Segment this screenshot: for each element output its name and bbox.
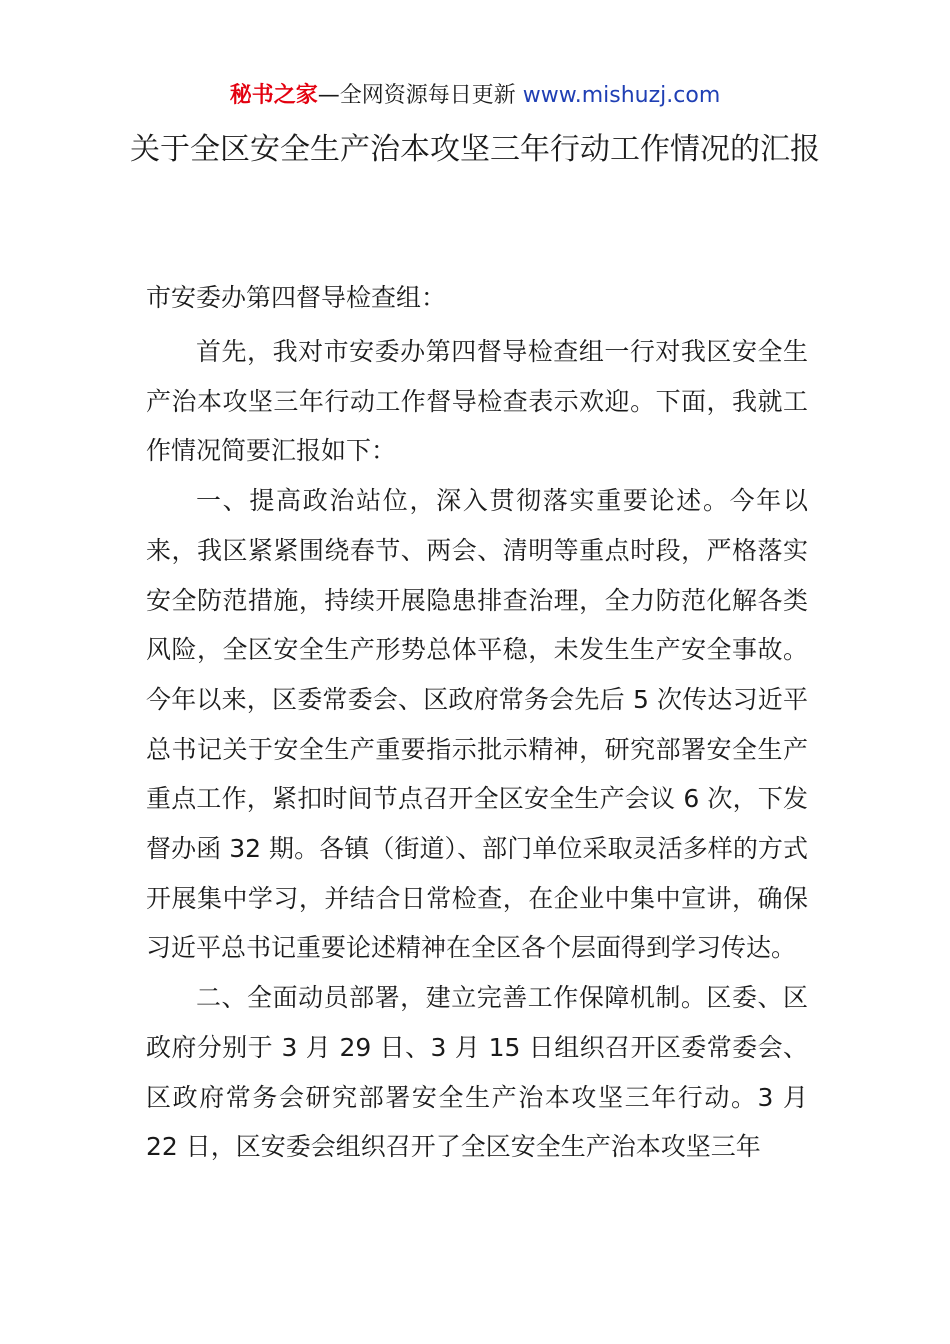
paragraph-section-1: 一、提高政治站位，深入贯彻落实重要论述。今年以来，我区紧紧围绕春节、两会、清明等重点时段，严格落实安全防范措施，持续开展隐患排查治理，全力防范化解各类风险，全区安全生产形势总体平稳，未发生生产安全事故。今年以来，区委常委会、区政府常务会先后 5 次传达习近平总书记关于安全生产重要指示批示精神，研究部署安全生产重点工作，紧扣时间节点召开全区安全生产会议 6 次，下发督办函 32 期。各镇（街道）、部门单位采取灵活多样的方式开展集中学习，并结合日常检查，在企业中集中宣讲，确保习近平总书记重要论述精神在全区各个层面得到学习传达。 (146, 486, 808, 963)
site-header (0, 80, 950, 112)
document-body (146, 327, 808, 1172)
site-tagline: —全网资源每日更新 (317, 83, 523, 108)
paragraph-intro: 首先，我对市安委办第四督导检查组一行对我区安全生产治本攻坚三年行动工作督导检查表示欢迎。下面，我就工作情况简要汇报如下： (146, 337, 808, 466)
site-url: www.mishuzj.com (522, 83, 721, 108)
salutation: 市安委办第四督导检查组： (146, 283, 447, 312)
document-title: 关于全区安全生产治本攻坚三年行动工作情况的汇报 (130, 132, 820, 167)
paragraph-section-2: 二、全面动员部署，建立完善工作保障机制。区委、区政府分别于 3 月 29 日、3 月 15 日组织召开区委常委会、区政府常务会研究部署安全生产治本攻坚三年行动。3 月 22 日，区安委会组织召开了全区安全生产治本攻坚三年 (146, 983, 808, 1162)
brand-name: 秘书之家 (229, 83, 318, 108)
